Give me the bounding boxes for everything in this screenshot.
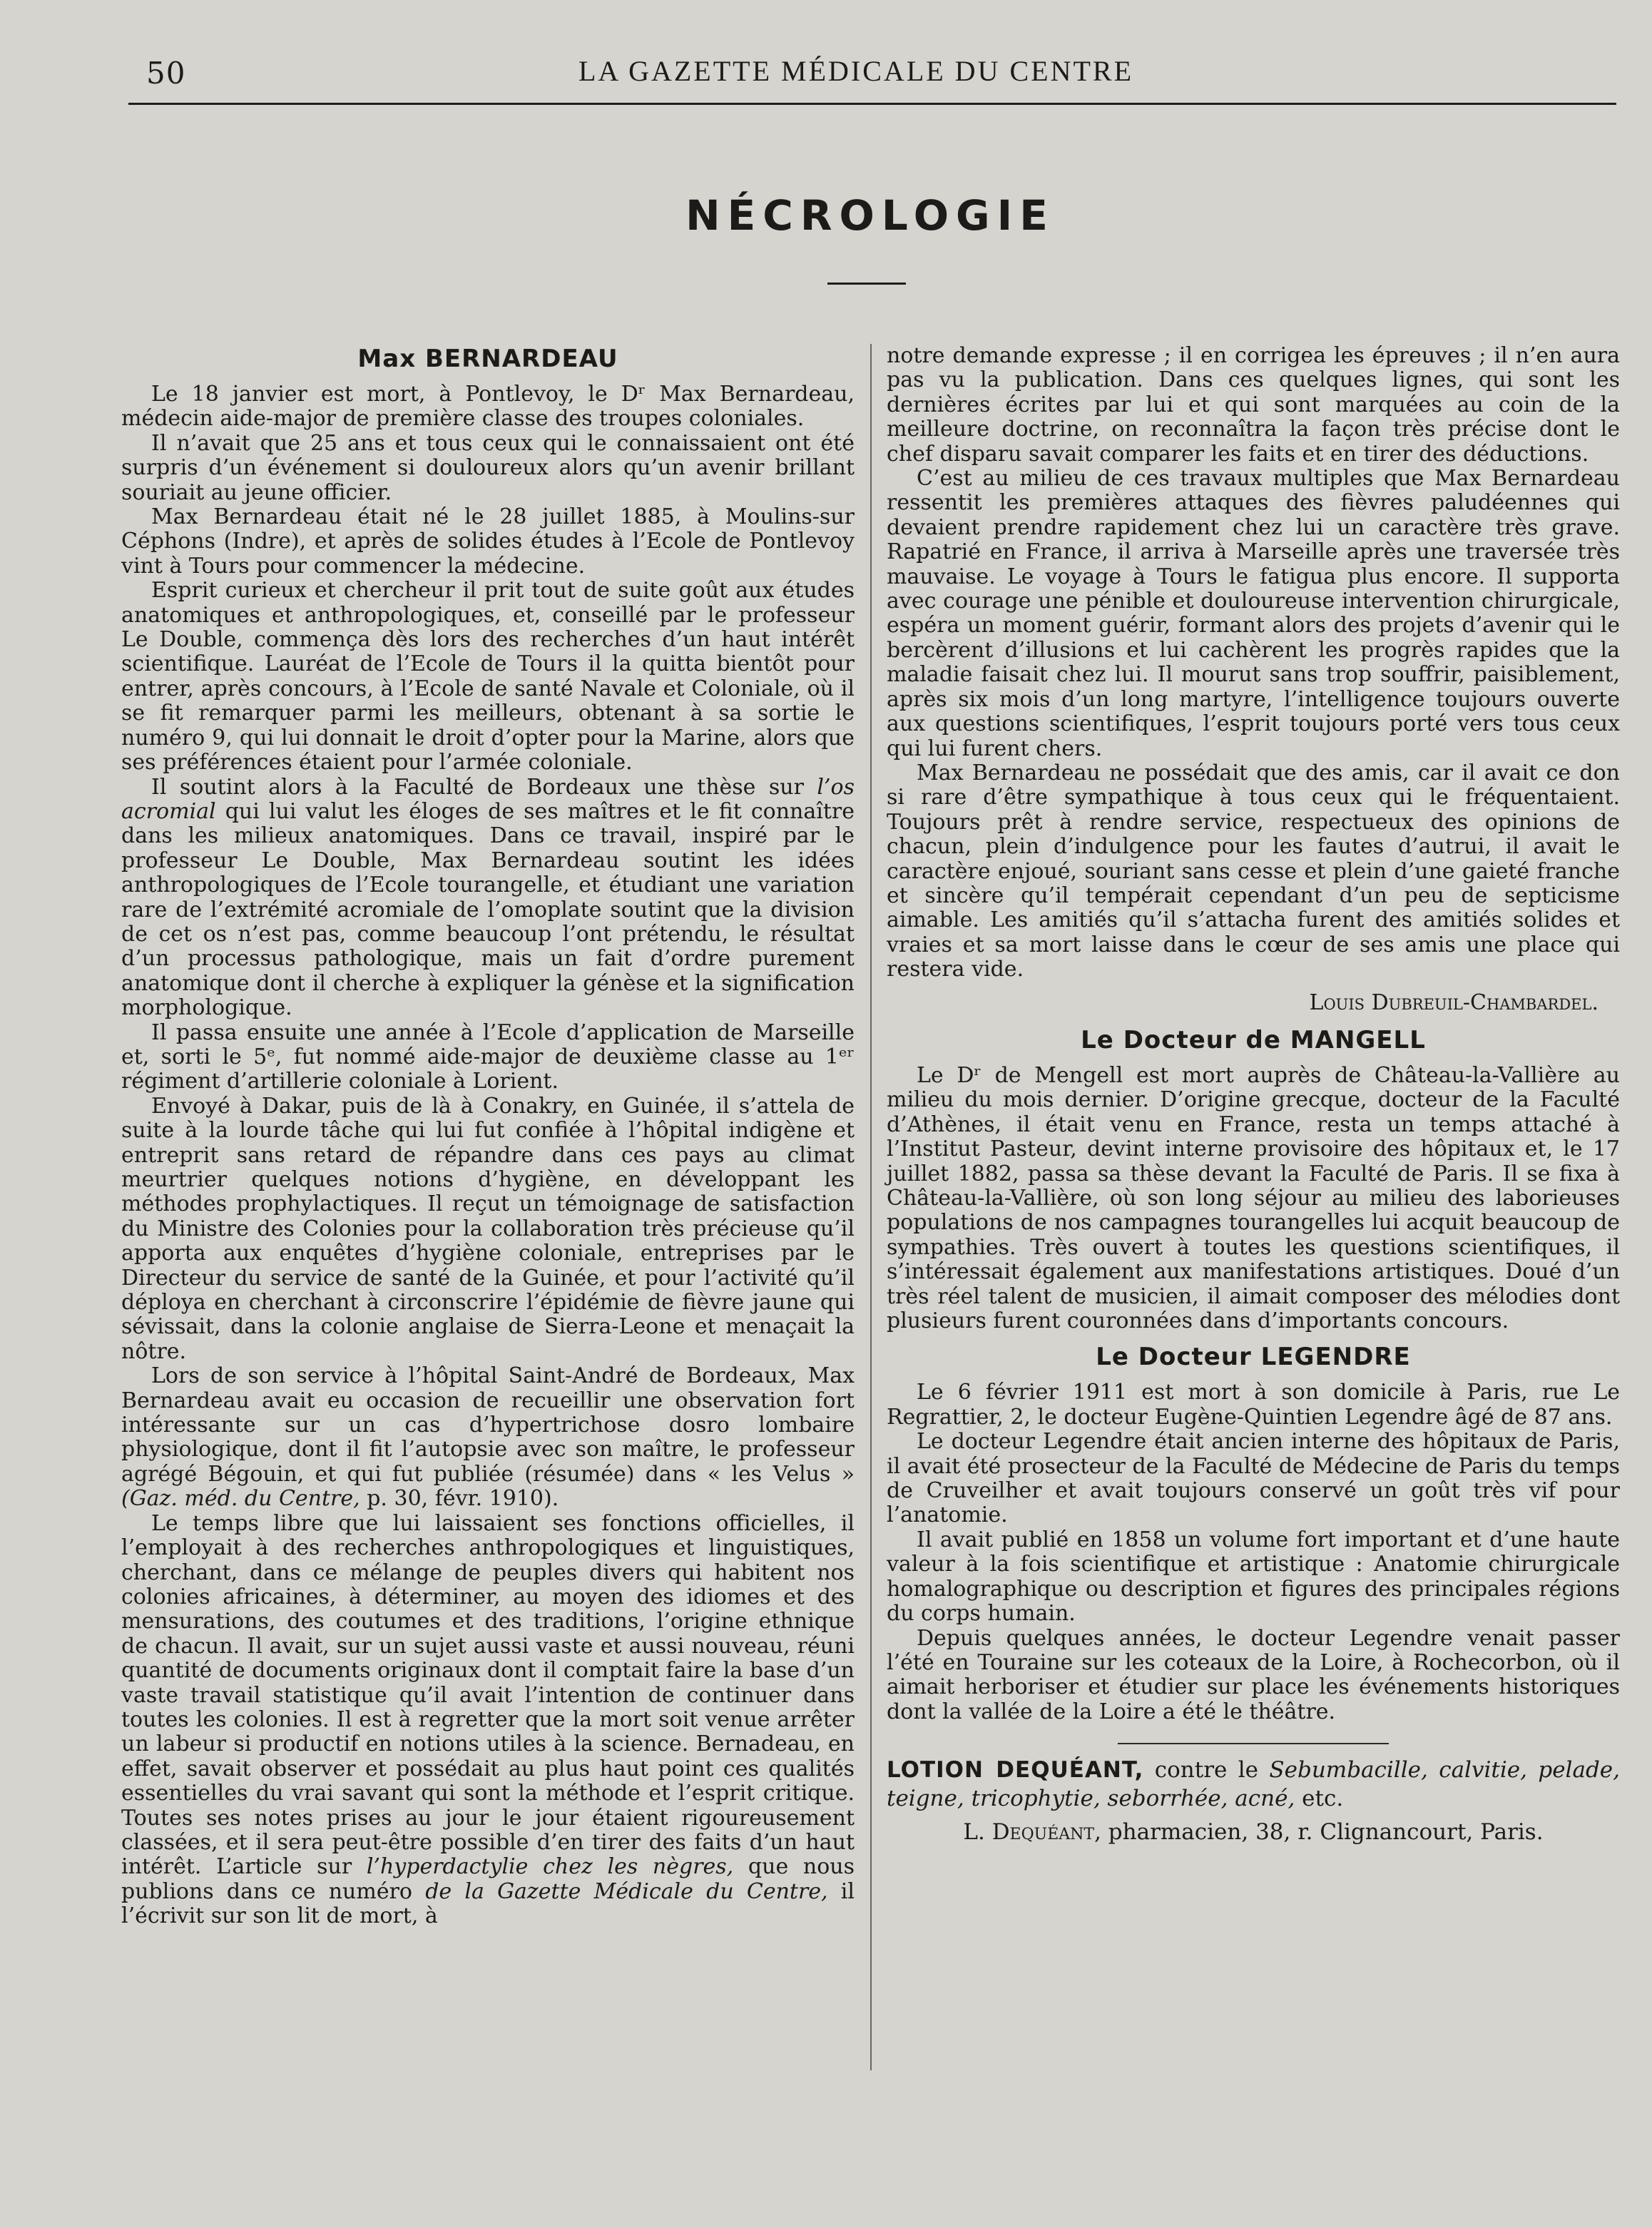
ad-address <box>887 1820 1620 1844</box>
paragraph <box>121 1364 855 1511</box>
paragraph: Il passa ensuite une année à l’Ecole d’application de Marseille et, sorti le 5ᵉ, fut nommé aide-major de deuxième classe au 1ᵉʳ régiment d’artillerie coloniale à Lorient. <box>121 1019 855 1094</box>
paragraph: Il n’avait que 25 ans et tous ceux qui le connaissaient ont été surpris d’un événement si douloureux alors qu’un avenir brillant souriait au jeune officier. <box>121 430 855 505</box>
paragraph: Le 18 janvier est mort, à Pontlevoy, le Dʳ Max Bernardeau, médecin aide-major de première classe des troupes coloniales. <box>121 382 855 432</box>
italic-run: l’os acromial <box>121 774 855 824</box>
paragraph: Esprit curieux et chercheur il prit tout de suite goût aux études anatomiques et anthropologiques, et, conseillé par le professeur Le Double, commença dès lors des recherches d’un haut intérêt scientifique. Lauréat de l’Ecole de Tours il la quitta bientôt pour entrer, après concours, à l’Ecole de santé Navale et Coloniale, où il se fit remarquer parmi les meilleurs, obtenant à sa sortie le numéro 9, qui lui donnait le droit d’opter pour la Marine, alors que ses préférences étaient pour l’armée coloniale. <box>121 578 855 775</box>
text-run: il l’écrivit sur son lit de mort, à <box>121 1878 855 1929</box>
italic-run: l’hyperdactylie chez les nègres, <box>366 1854 734 1880</box>
running-title: LA GAZETTE MÉDICALE DU CENTRE <box>578 55 1133 87</box>
text-run: Lors de son service à l’hôpital Saint-André de Bordeaux, Max Bernardeau avait eu occasion de recueillir une observation fort intéressante sur un cas d’hypertrichose dosro lombaire physiologique, dont il fit l’autopsie avec son maître, le professeur agrégé Bégouin, et qui fut publiée (résumée) dans « les Velus » <box>121 1363 855 1487</box>
advertisement <box>887 1756 1620 1813</box>
paragraph: notre demande expresse ; il en corrigea les épreuves ; il n’en aura pas vu la publication. Dans ces quelques lignes, qui sont les dernières écrites par lui et qui sont marquées au coin de la meilleure doctrine, on reconnaîtra la façon très précise dont le chef disparu savait comparer les faits et en tirer des déductions. <box>887 343 1620 467</box>
column-divider <box>870 344 872 2070</box>
page-number: 50 <box>146 56 186 91</box>
header-rule <box>128 103 1616 105</box>
right-column <box>887 344 1620 1845</box>
advertisement-rule <box>1118 1743 1389 1744</box>
article-title-bernardeau: Max BERNARDEAU <box>357 345 618 373</box>
text-run: p. 30, févr. 1910). <box>360 1486 559 1512</box>
text-run: Il soutint alors à la Faculté de Bordeaux une thèse sur <box>151 774 817 800</box>
title-rule <box>827 283 906 285</box>
article-title-mangell: Le Docteur de MANGELL <box>1081 1025 1426 1054</box>
paragraph: Le 6 février 1911 est mort à son domicile à Paris, rue Le Regrattier, 2, le docteur Eugène-Quintien Legendre âgé de 87 ans. <box>887 1380 1620 1430</box>
text-run: L. <box>963 1819 992 1846</box>
paragraph: Max Bernardeau était né le 28 juillet 1885, à Moulins-sur Céphons (Indre), et après de solides études à l’Ecole de Pontlevoy vint à Tours pour commencer la médecine. <box>121 504 855 579</box>
paragraph: Envoyé à Dakar, puis de là à Conakry, en Guinée, il s’attela de suite à la lourde tâche qui lui fut confiée à l’hôpital indigène et entreprit sans retard de répandre dans ces pays au climat meurtrier quelques notions d’hygiène, en développant les méthodes prophylactiques. Il reçut un témoignage de satisfaction du Ministre des Colonies pour la collaboration très précieuse qu’il apporta aux enquêtes d’hygiène coloniale, entreprises par le Directeur du service de santé de la Guinée, et pour l’activité qu’il déploya en cherchant à circonscrire l’épidémie de fièvre jaune qui sévissait, dans la colonie anglaise de Sierra-Leone et menaçait la nôtre. <box>121 1093 855 1364</box>
article-title-legendre: Le Docteur LEGENDRE <box>1096 1343 1411 1372</box>
paragraph: C’est au milieu de ces travaux multiples que Max Bernardeau ressentit les premières attaques des fièvres paludéennes qui devaient prendre rapidement chez lui un caractère très grave. Rapatrié en France, il arriva à Marseille après une traversée très mauvaise. Le voyage à Tours le fatigua plus encore. Il supporta avec courage une pénible et douloureuse intervention chirurgicale, espéra un moment guérir, formant alors des projets d’avenir qui le bercèrent d’illusions et lui cachèrent les progrès rapides que la maladie faisait chez lui. Il mourut sans trop souffrir, paisiblement, après six mois d’un long martyre, l’intelligence toujours ouverte aux questions scientifiques, l’esprit toujours porté vers tous ceux qui lui furent chers. <box>887 466 1620 761</box>
paragraph: Depuis quelques années, le docteur Legendre venait passer l’été en Touraine sur les coteaux de la Loire, à Rochecorbon, où il aimait herboriser et étudier sur place les événements historiques dont la vallée de la Loire a été le théâtre. <box>887 1625 1620 1724</box>
text-run: etc. <box>1295 1786 1344 1812</box>
text-run: Le temps libre que lui laissaient ses fonctions officielles, il l’employait à des recherches anthropologiques et linguistiques, cherchant, dans ce mélange de peuples divers qui habitent nos colonies africaines, à déterminer, au moyen des idiomes et des mensurations, des coutumes et des traditions, l’origine ethnique de chacun. Il avait, sur un sujet aussi vaste et aussi nouveau, réuni quantité de documents originaux dont il comptait faire la base d’un vaste travail statistique qu’il avait l’intention de continuer dans toutes les colonies. Il est à regretter que la mort soit venue arrêter un labeur si productif en notions utiles à la science. Bernadeau, en effet, savait observer et possédait au plus haut point ces qualités essentielles du vrai savant qui sont la méthode et l’esprit critique. Toutes ses notes prises au jour le jour étaient rigoureusement classées, et il sera peut-être possible d’en tirer des faits d’un haut intérêt. L’article sur <box>121 1510 855 1880</box>
text-run: contre le <box>1143 1757 1270 1784</box>
paragraph: Le docteur Legendre était ancien interne des hôpitaux de Paris, il avait été prosecteur de la Faculté de Médecine de Paris du temps de Cruveilher et avait toujours conservé un goût très vif pour l’anatomie. <box>887 1429 1620 1528</box>
text-run: que nous publions dans ce numéro <box>121 1854 855 1904</box>
ad-address-name: Dequéant <box>991 1819 1095 1846</box>
paragraph: Max Bernardeau ne possédait que des amis, car il avait ce don si rare d’être sympathique à tous ceux qui le fréquentaient. Toujours prêt à rendre service, respectueux des opinions de chacun, plein d’indulgence pour les fautes d’autrui, il avait le caractère enjoué, souriant sans cesse et plein d’une gaieté franche et sincère qu’il tempérait cependant d’un peu de septicisme aimable. Les amitiés qu’il s’attacha furent des amitiés solides et vraies et sa mort laisse dans le cœur de ses amis une place qui restera vide. <box>887 760 1620 982</box>
section-title: NÉCROLOGIE <box>685 191 1055 240</box>
paragraph <box>121 1512 855 1929</box>
left-column <box>121 342 855 1929</box>
paragraph: Le Dʳ de Mengell est mort auprès de Château-la-Vallière au milieu du mois dernier. D’origine grecque, docteur de la Faculté d’Athènes, il était venu en France, resta un temps attaché à l’Institut Pasteur, devint interne provisoire des hôpitaux et, le 17 juillet 1882, passa sa thèse devant la Faculté de Paris. Il se fixa à Château-la-Vallière, où son long séjour au milieu des laborieuses populations de nos campagnes tourangelles lui acquit beaucoup de sympathies. Très ouvert à toutes les questions scientifiques, il s’intéressait également aux manifestations artistiques. Doué d’un très réel talent de musicien, il aimait composer des mélodies dont plusieurs furent couronnées dans d’importants concours. <box>887 1062 1620 1334</box>
paragraph <box>121 775 855 1021</box>
text-run: qui lui valut les éloges de ses maîtres et le fit connaître dans les milieux anatomiques. Dans ce travail, inspiré par le professeur Le Double, Max Bernardeau soutint les idées anthropologiques de l’Ecole tourangelle, et étudiant une variation rare de l’extrémité acromiale de l’omoplate soutint que la division de cet os n’est pas, comme beaucoup l’ont prétendu, le résultat d’un processus pathologique, mais un fait d’ordre purement anatomique dont il cherche à expliquer la génèse et la signification morphologique. <box>121 798 855 1021</box>
paragraph: Il avait publié en 1858 un volume fort important et d’une haute valeur à la fois scientifique et artistique : Anatomie chirurgicale homalographique ou description et figures des principales régions du corps humain. <box>887 1527 1620 1627</box>
italic-run: de la Gazette Médicale du Centre, <box>425 1878 828 1904</box>
signature: Louis Dubreuil-Chambardel. <box>1309 990 1599 1015</box>
text-run: , pharmacien, 38, r. Clignancourt, Paris. <box>1094 1819 1544 1846</box>
ad-brand: LOTION DEQUÉANT, <box>887 1757 1144 1784</box>
italic-run: (Gaz. méd. du Centre, <box>121 1486 360 1512</box>
italic-run: Sebumbacille, calvitie, pelade, teigne, tricophytie, seborrhée, acné, <box>887 1757 1620 1812</box>
